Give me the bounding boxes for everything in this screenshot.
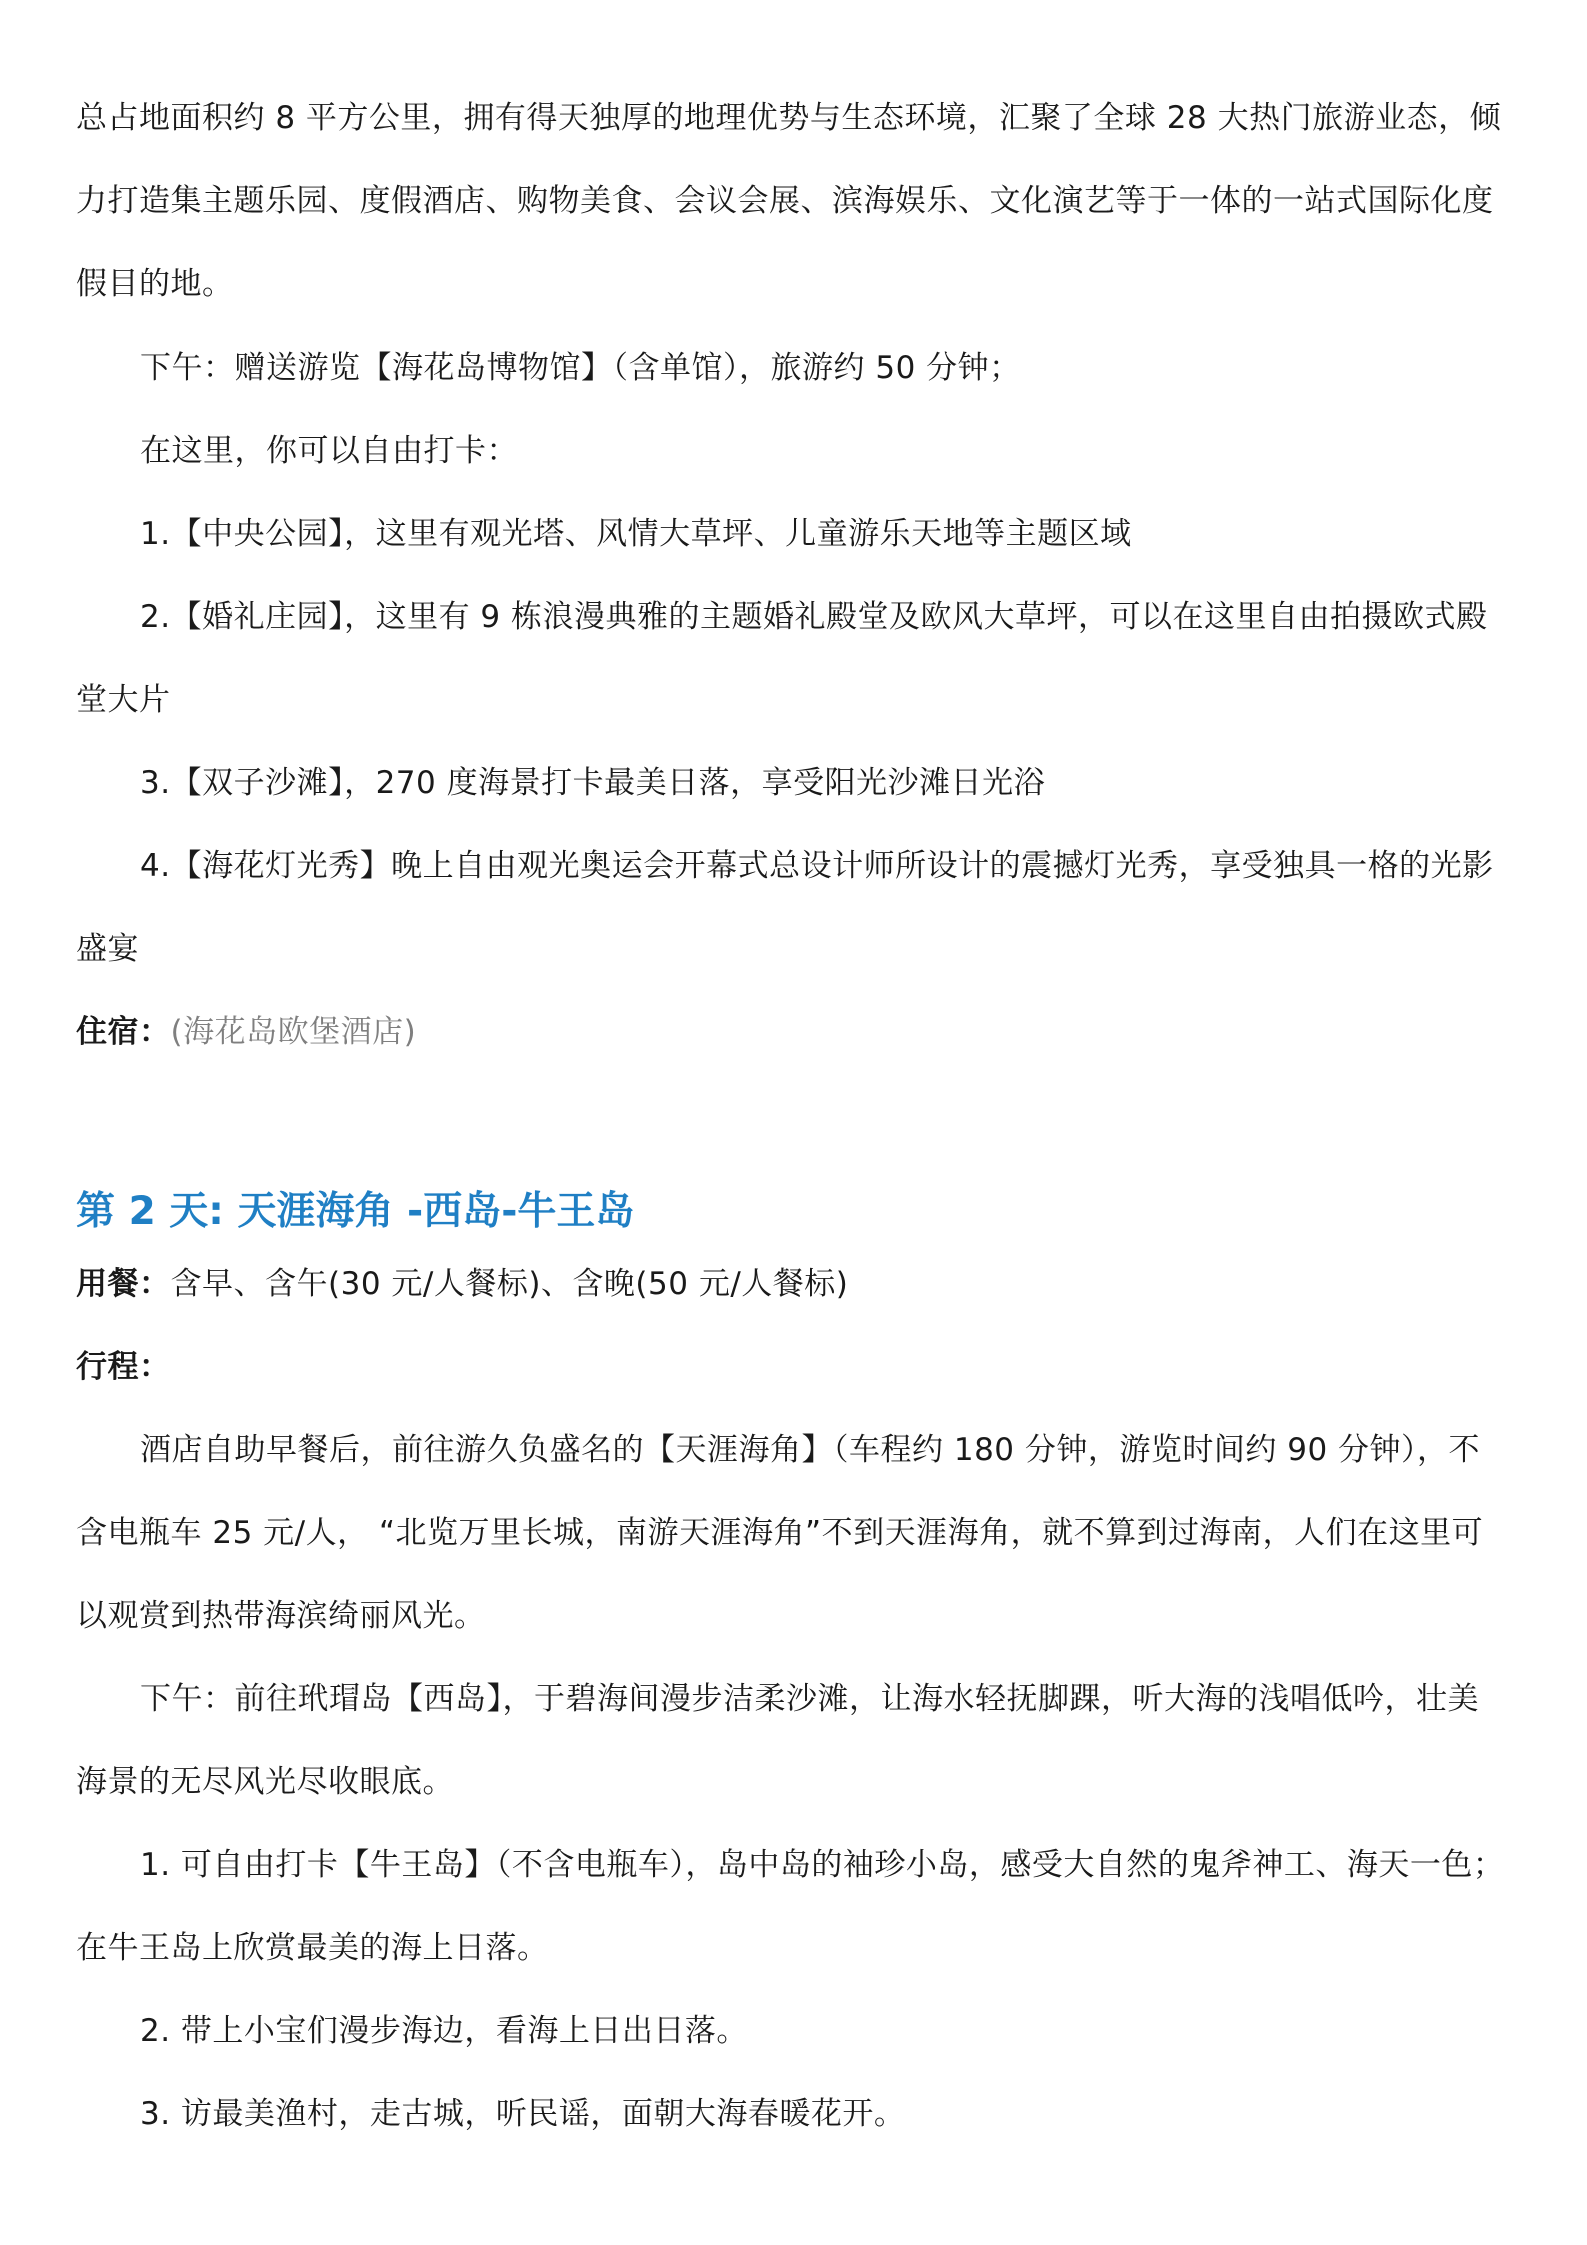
day2-item-2: 2. 带上小宝们漫步海边，看海上日出日落。 [140,2013,748,2049]
intro-line-2: 力打造集主题乐园、度假酒店、购物美食、会议会展、滨海娱乐、文化演艺等于一体的一站式国际化度 [76,183,1494,219]
day2-item-3: 3. 访最美渔村，走古城，听民谣，面朝大海春暖花开。 [140,2096,906,2132]
meals-value: 含早、含午(30 元/人餐标)、含晚(50 元/人餐标) [170,1266,849,1302]
day2-para1-line-3: 以观赏到热带海滨绮丽风光。 [76,1598,486,1634]
meals-row [76,1264,848,1304]
checkin-intro: 在这里，你可以自由打卡： [140,433,518,469]
checkin-item-4-line-1: 4.【海花灯光秀】晚上自由观光奥运会开幕式总设计师所设计的震撼灯光秀，享受独具一格的光影 [140,848,1494,884]
day2-para2-line-2: 海景的无尽风光尽收眼底。 [76,1764,454,1800]
meals-label: 用餐： [76,1266,171,1302]
day2-heading: 第 2 天: 天涯海角 -西岛-牛王岛 [76,1189,635,1234]
intro-line-3: 假目的地。 [76,266,234,302]
intro-line-1: 总占地面积约 8 平方公里，拥有得天独厚的地理优势与生态环境，汇聚了全球 28 大热门旅游业态，倾 [76,100,1502,136]
day2-para1-line-1: 酒店自助早餐后，前往游久负盛名的【天涯海角】（车程约 180 分钟，游览时间约 90 分钟），不 [140,1432,1481,1468]
checkin-item-1: 1.【中央公园】，这里有观光塔、风情大草坪、儿童游乐天地等主题区域 [140,516,1132,552]
itinerary-label: 行程： [76,1349,171,1385]
lodging-row [76,1012,416,1052]
lodging-value: (海花岛欧堡酒店) [170,1014,417,1050]
day2-item-1-line-1: 1. 可自由打卡【牛王岛】（不含电瓶车），岛中岛的袖珍小岛，感受大自然的鬼斧神工、海天一色； [140,1847,1505,1883]
afternoon-visit: 下午：赠送游览【海花岛博物馆】（含单馆），旅游约 50 分钟； [140,350,1021,386]
day2-para2-line-1: 下午：前往玳瑁岛【西岛】，于碧海间漫步洁柔沙滩，让海水轻抚脚踝，听大海的浅唱低吟，壮美 [140,1681,1479,1717]
lodging-label: 住宿： [76,1014,171,1050]
day2-item-1-line-2: 在牛王岛上欣赏最美的海上日落。 [76,1930,549,1966]
checkin-item-4-line-2: 盛宴 [76,931,139,967]
day2-para1-line-2: 含电瓶车 25 元/人， “北览万里长城，南游天涯海角”不到天涯海角，就不算到过海南，人们在这里可 [76,1515,1484,1551]
checkin-item-2-line-1: 2.【婚礼庄园】，这里有 9 栋浪漫典雅的主题婚礼殿堂及欧风大草坪，可以在这里自由拍摄欧式殿 [140,599,1488,635]
checkin-item-2-line-2: 堂大片 [76,682,171,718]
checkin-item-3: 3.【双子沙滩】，270 度海景打卡最美日落，享受阳光沙滩日光浴 [140,765,1046,801]
